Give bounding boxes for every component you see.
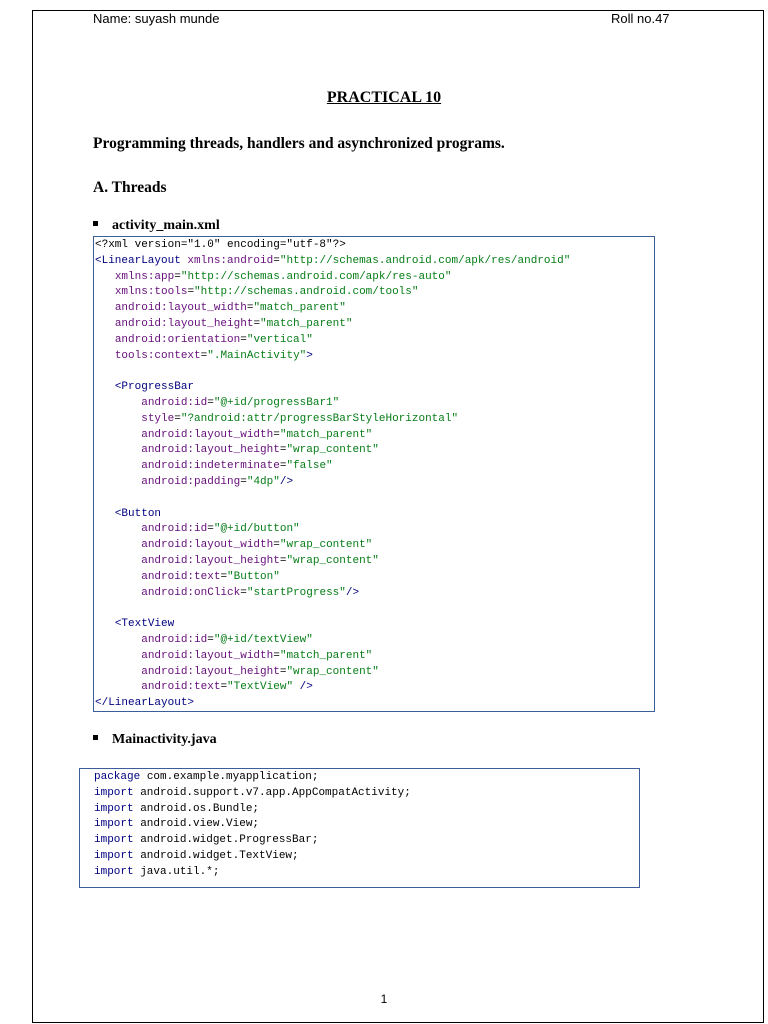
code-token: "4dp" (246, 475, 280, 488)
section-a-heading: A. Threads (93, 179, 167, 196)
code-token: "TextView" (227, 681, 294, 694)
code-line (80, 865, 639, 881)
code-token: android:padding (141, 475, 241, 488)
code-token: "match_parent" (279, 649, 373, 662)
code-token: android:id (141, 633, 208, 646)
practical-subtitle: Programming threads, handlers and asynchronized programs. (93, 135, 505, 152)
code-token: "vertical" (246, 333, 313, 346)
code-line (94, 317, 654, 333)
code-token: "match_parent" (260, 317, 353, 330)
code-token: import (94, 865, 134, 878)
java-code-block (79, 768, 640, 888)
code-token (95, 444, 141, 456)
code-line (94, 507, 654, 523)
code-token: = (240, 333, 247, 346)
practical-title-text: PRACTICAL 10 (326, 89, 442, 106)
code-token: android:text (141, 681, 221, 694)
code-token: </LinearLayout> (95, 697, 195, 710)
code-line (80, 817, 639, 833)
code-token: android:layout_height (141, 444, 280, 457)
code-token: "match_parent" (253, 302, 346, 315)
code-token (95, 397, 141, 409)
code-token (95, 571, 141, 583)
code-token: = (174, 412, 181, 425)
code-token: = (273, 428, 280, 441)
bullet-square-icon (93, 735, 98, 740)
code-token: android:layout_height (141, 554, 280, 567)
code-token: "match_parent" (279, 428, 373, 441)
code-token: xmlns:app (114, 270, 175, 283)
code-token: /> (293, 681, 313, 694)
header-roll-number: Roll no.47 (611, 11, 670, 26)
code-line (94, 522, 654, 538)
code-token (95, 555, 141, 567)
code-token: = (279, 460, 287, 473)
code-token: java.util.*; (133, 865, 220, 878)
code-line (94, 364, 654, 380)
bullet-activity-main (93, 217, 220, 235)
code-token: <Button (114, 507, 162, 520)
code-line (94, 680, 654, 696)
code-token (95, 618, 115, 630)
code-token: android.widget.TextView; (133, 849, 299, 862)
code-line (94, 475, 654, 491)
code-token: = (200, 349, 208, 362)
code-token: <LinearLayout (95, 254, 188, 267)
code-token: = (240, 475, 247, 488)
code-token (95, 334, 115, 346)
code-token: android:onClick (141, 586, 241, 599)
code-token: "@+id/textView" (213, 633, 313, 646)
code-token (95, 634, 141, 646)
code-token: /> (279, 475, 294, 488)
code-line (80, 833, 639, 849)
code-line (94, 696, 654, 712)
code-token: android.view.View; (133, 818, 260, 831)
code-line (94, 349, 654, 365)
code-token: com.example.myapplication; (140, 771, 319, 783)
code-line (80, 802, 639, 818)
code-line (94, 333, 654, 349)
code-token: import (94, 834, 134, 847)
code-token: android:id (141, 396, 208, 409)
code-token: android.widget.ProgressBar; (133, 834, 319, 847)
code-token: "@+id/button" (213, 523, 300, 536)
code-token: tools:context (114, 349, 201, 362)
code-line (94, 586, 654, 602)
code-token: "wrap_content" (286, 665, 379, 678)
code-token (95, 587, 141, 599)
code-line (94, 665, 654, 681)
code-token: "?android:attr/progressBarStyleHorizontal" (180, 412, 459, 425)
code-line (94, 491, 654, 507)
code-token: "false" (286, 460, 333, 473)
code-token: = (279, 444, 287, 457)
code-token (95, 318, 115, 330)
code-token: android:indeterminate (141, 460, 280, 473)
code-token: = (207, 396, 214, 409)
code-token: = (174, 270, 181, 283)
practical-title (0, 88, 768, 108)
code-token: import (94, 818, 134, 831)
code-token: = (279, 665, 287, 678)
code-line (94, 285, 654, 301)
code-line (94, 617, 654, 633)
code-token: android:layout_height (114, 317, 254, 330)
code-token: xmlns:tools (114, 286, 188, 299)
code-token: style (141, 412, 175, 425)
code-token: android:layout_height (141, 665, 280, 678)
code-token: android:layout_width (141, 428, 274, 441)
code-token: android:text (141, 570, 221, 583)
code-line (94, 254, 654, 270)
code-token (95, 523, 141, 535)
code-token (95, 476, 141, 488)
code-token: <TextView (114, 618, 175, 631)
code-line (94, 554, 654, 570)
code-token (95, 350, 115, 362)
code-line (94, 649, 654, 665)
header-name: Name: suyash munde (93, 11, 220, 26)
code-token: android:orientation (114, 333, 241, 346)
code-token: import (94, 802, 134, 815)
code-line (94, 601, 654, 617)
code-token: android:id (141, 523, 208, 536)
code-token: = (279, 554, 287, 567)
code-token: xmlns:android (187, 254, 274, 267)
code-token: > (306, 349, 313, 362)
code-token: android.os.Bundle; (133, 802, 260, 815)
code-token: "Button" (227, 570, 280, 583)
bullet-square-icon (93, 221, 98, 226)
code-line (94, 238, 654, 254)
code-token: = (220, 681, 228, 694)
code-line (94, 270, 654, 286)
code-token: "wrap_content" (286, 554, 379, 567)
code-token (95, 681, 141, 693)
code-line (94, 459, 654, 475)
code-token: /> (345, 586, 360, 599)
code-token: package (94, 771, 141, 783)
code-token: = (207, 633, 214, 646)
code-token: "@+id/progressBar1" (213, 396, 340, 409)
code-line (94, 538, 654, 554)
code-token: "http://schemas.android.com/apk/res-auto" (180, 270, 452, 283)
code-token: <ProgressBar (114, 381, 195, 394)
code-token: "wrap_content" (286, 444, 379, 457)
bullet-mainactivity (93, 731, 217, 749)
code-line (94, 396, 654, 412)
code-token: = (187, 286, 195, 299)
code-token: <?xml version="1.0" encoding="utf-8"?> (95, 239, 346, 251)
code-token: "http://schemas.android.com/tools" (194, 286, 419, 299)
code-token: = (240, 586, 247, 599)
code-line (94, 380, 654, 396)
code-token: import (94, 849, 134, 862)
code-token: android:layout_width (114, 302, 247, 315)
bullet-label: activity_main.xml (112, 218, 220, 233)
code-token (95, 381, 115, 393)
code-token: "startProgress" (246, 586, 346, 599)
code-line (94, 443, 654, 459)
code-token (95, 666, 141, 678)
code-line (94, 633, 654, 649)
code-line (94, 428, 654, 444)
code-token: "http://schemas.android.com/apk/res/android" (279, 254, 571, 267)
code-line (80, 849, 639, 865)
code-token: ".MainActivity" (207, 349, 307, 362)
code-token (95, 429, 141, 441)
code-token: android:layout_width (141, 539, 274, 552)
code-line (94, 301, 654, 317)
code-token: = (220, 570, 228, 583)
code-token: = (253, 317, 261, 330)
code-token (95, 460, 141, 472)
page-number: 1 (380, 992, 388, 1006)
code-token: android.support.v7.app.AppCompatActivity; (133, 786, 411, 799)
code-token: "wrap_content" (279, 539, 373, 552)
xml-code-block (93, 236, 655, 712)
code-token (95, 539, 141, 551)
code-token: = (273, 539, 280, 552)
code-token (95, 302, 115, 314)
code-line (94, 570, 654, 586)
code-token: android:layout_width (141, 649, 274, 662)
code-line (80, 786, 639, 802)
code-token (95, 271, 115, 283)
code-token: = (246, 302, 254, 315)
code-token (95, 286, 115, 298)
code-token: = (207, 523, 214, 536)
code-token (95, 413, 141, 425)
code-token (95, 650, 141, 662)
bullet-label: Mainactivity.java (112, 732, 217, 747)
code-line (94, 412, 654, 428)
code-line (80, 770, 639, 786)
code-token (95, 508, 115, 520)
code-token: = (273, 254, 280, 267)
code-token: = (273, 649, 280, 662)
code-token: import (94, 786, 134, 799)
